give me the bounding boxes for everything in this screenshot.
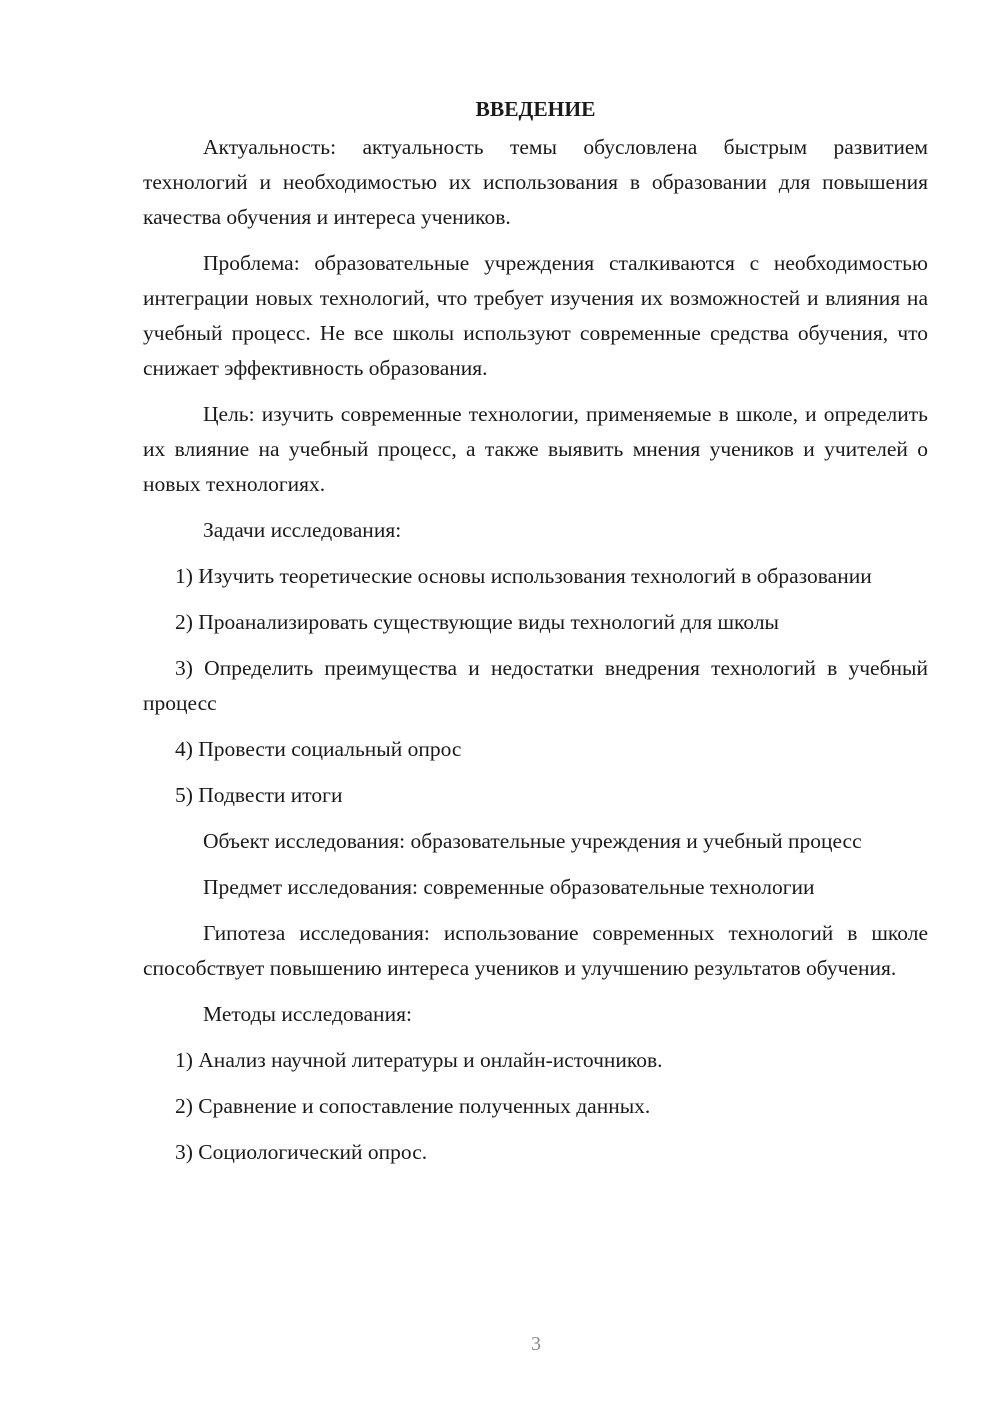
section-title: ВВЕДЕНИЕ [475,97,596,121]
methods-heading: Методы исследования: [203,1002,412,1026]
list-item: 2) Сравнение и сопоставление полученных данных. [175,1094,651,1118]
relevance-paragraph: Актуальность: актуальность темы обусловлена быстрым развитием технологий и необходимостью их использования в образовании для повышения качества обучения и интереса учеников. [143,135,928,229]
subject-paragraph: Предмет исследования: современные образовательные технологии [203,875,815,899]
goal-paragraph: Цель: изучить современные технологии, применяемые в школе, и определить их влияние на учебный процесс, а также выявить мнения учеников и учителей о новых технологиях. [143,402,928,496]
hypothesis-paragraph: Гипотеза исследования: использование современных технологий в школе способствует повышению интереса учеников и улучшению результатов обучения. [143,921,928,980]
list-item: 4) Провести социальный опрос [175,737,462,761]
list-item: 1) Анализ научной литературы и онлайн-источников. [175,1048,663,1072]
methods-list [143,1043,928,1170]
page-number: 3 [531,1333,541,1355]
list-item: 3) Определить преимущества и недостатки внедрения технологий в учебный процесс [143,656,928,715]
document-page [143,92,928,1181]
tasks-list [143,559,928,813]
list-item: 1) Изучить теоретические основы использования технологий в образовании [175,564,872,588]
list-item: 3) Социологический опрос. [175,1140,428,1164]
list-item: 2) Проанализировать существующие виды технологий для школы [175,610,780,634]
tasks-heading: Задачи исследования: [203,518,402,542]
object-paragraph: Объект исследования: образовательные учреждения и учебный процесс [203,829,862,853]
problem-paragraph: Проблема: образовательные учреждения сталкиваются с необходимостью интеграции новых технологий, что требует изучения их возможностей и влияния на учебный процесс. Не все школы используют современные средства обучения, что снижает эффективность образования. [143,251,928,380]
list-item: 5) Подвести итоги [175,783,343,807]
